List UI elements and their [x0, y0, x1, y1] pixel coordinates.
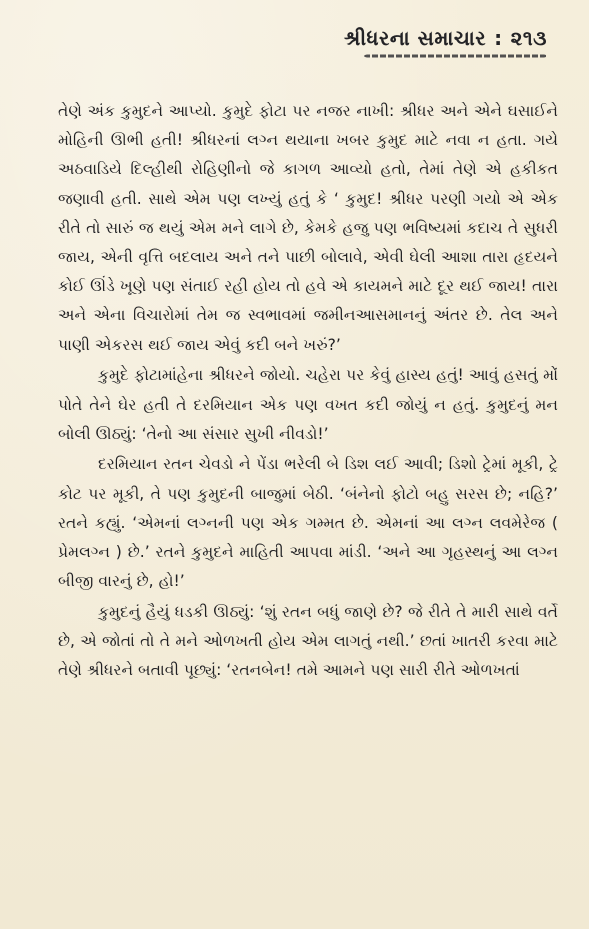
paragraph-2: કુમુદે ફોટામાંહેના શ્રીધરને જોયો. ચહેરા પર કેવું હાસ્ય હતું! આવું હસતું મોં પોતે તેને ઘેર હતી તે દરમિયાન એક પણ વખત કદી જોયું ન હતું. કુમુદનું મન બોલી ઊઠ્યું: ‘તેનો આ સંસાર સુખી નીવડો!’ [58, 366, 558, 443]
header-wavy-rule [364, 55, 547, 58]
paragraph-1: તેણે અંક કુમુદને આપ્યો. કુમુદે ફોટા પર નજર નાખી: શ્રીધર અને એને ઘસાઈને મોહિની ઊભી હતી! શ્રીધરનાં લગ્ન થયાના ખબર કુમુદ માટે નવા ન હતા. ગયે અઠવાડિયે દિલ્હીથી રોહિણીનો જે કાગળ આવ્યો હતો, તેમાં તેણે એ હકીકત જણાવી હતી. સાથે એમ પણ લખ્યું હતું કે ‘ કુમુદ! શ્રીધર પરણી ગયો એ એક રીતે તો સારું જ થયું એમ મને લાગે છે, કેમકે હજુ પણ ભવિષ્યમાં કદાચ તે સુધરી જાય, એની વૃત્તિ બદલાય અને તને પાછી બોલાવે, એવી ઘેલી આશા તારા હૃદયને કોઈ ઊંડે ખૂણે પણ સંતાઈ રહી હોય તો હવે એ કાયમને માટે દૂર થઈ જાય! તારા અને એના વિચારોમાં તેમ જ સ્વભાવમાં જમીનઆસમાનનું અંતર છે. તેલ અને પાણી એકરસ થઈ જાય એવું કદી બને ખરું?’ [58, 102, 558, 354]
header-separator: : [494, 26, 503, 50]
running-header [344, 26, 547, 59]
header-line [344, 26, 547, 50]
paragraph-4: કુમુદનું હૈયું ધડકી ઊઠ્યું: ‘શું રતન બધું જાણે છે? જે રીતે તે મારી સાથે વર્તે છે, એ જોતાં તો તે મને ઓળખતી હોય એમ લાગતું નથી.’ છતાં ખાતરી કરવા માટે તેણે શ્રીધરને બતાવી પૂછ્યું: ‘રતનબેન! તમે આમને પણ સારી રીતે ઓળખતાં [58, 602, 558, 680]
paragraph-3: દરમિયાન રતન ચેવડો ને પેંડા ભરેલી બે ડિશ લઈ આવી; ડિશો ટ્રેમાં મૂકી, ટ્રે કોટ પર મૂકી, તે પણ કુમુદની બાજુમાં બેઠી. ‘બંનેનો ફોટો બહુ સરસ છે; નહિ?’ રતને કહ્યું. ‘એમનાં લગ્નની પણ એક ગમ્મત છે. એમનાં આ લગ્ન લવમેરેજ ( પ્રેમલગ્ન ) છે.’ રતને કુમુદને માહિતી આપવા માંડી. ‘અને આ ગૃહસ્થનું આ લગ્ન બીજી વારનું છે, હો!’ [58, 455, 558, 591]
page-number: ૨૧૩ [510, 26, 547, 50]
chapter-title: શ્રીધરના સમાચાર [344, 26, 487, 50]
body-text [58, 97, 558, 686]
